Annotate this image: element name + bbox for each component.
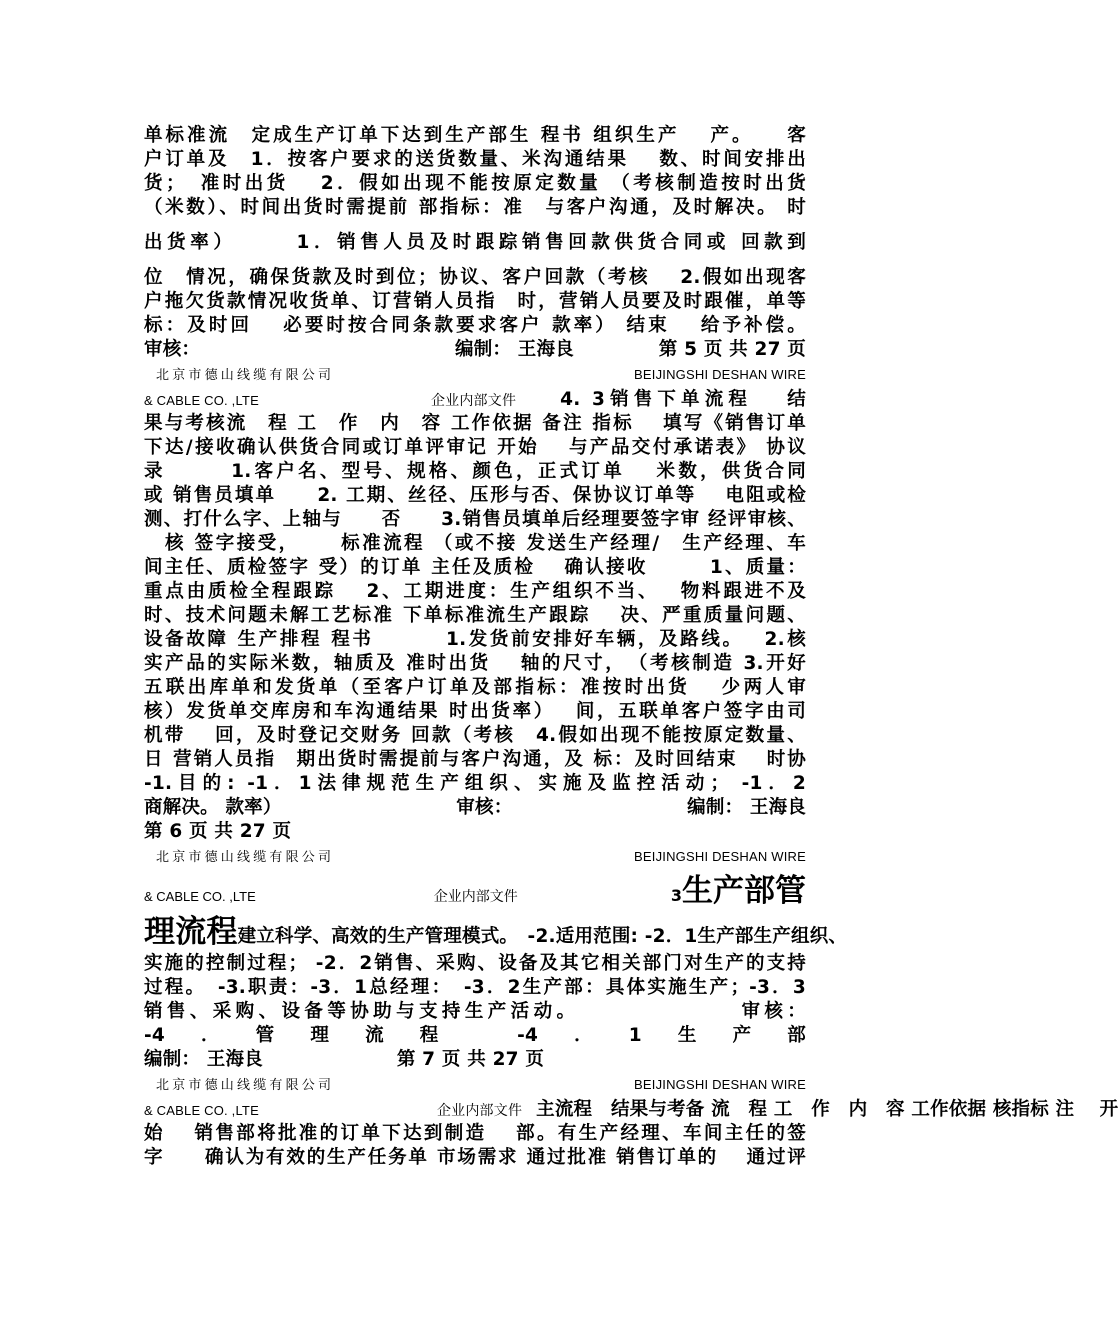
company-name-en-cont: & CABLE CO. ,LTE <box>144 1103 259 1118</box>
company-name: 北京市德山线缆有限公司 <box>156 849 335 864</box>
text-line <box>144 1098 1118 1122</box>
text-line: 户拖欠货款情况收货单、订营销人员指 时，营销人员要及时跟催，单等 <box>144 291 806 312</box>
text-line: 字 确认为有效的生产任务单 市场需求 通过批准 销售订单的 通过评 <box>144 1147 806 1168</box>
text-line: 五联出库单和发货单（至客户订单及部指标：准按时出货 少两人审 <box>144 677 806 698</box>
page-header <box>144 1072 806 1098</box>
page-number: 第 6 页 共 27 页 <box>144 821 292 842</box>
text-line: 货； 准时出货 2．假如出现不能按原定数量 （考核制造按时出货 <box>144 173 806 194</box>
company-name-en: BEIJINGSHI DESHAN WIRE <box>634 367 806 382</box>
page-header <box>144 844 806 870</box>
text-line: 户订单及 1．按客户要求的送货数量、米沟通结果 数、时间安排出 <box>144 149 806 170</box>
company-name-en-cont: & CABLE CO. ,LTE <box>144 889 256 904</box>
text-line: 重点由质检全程跟踪 2、工期进度：生产组织不当、 物料跟进不及 <box>144 581 806 602</box>
text-line: 测、打什么字、上轴与 否 3.销售员填单后经理要签字审 经评审核、 <box>144 509 806 530</box>
section-title-cont: 理流程 <box>144 914 238 950</box>
company-name: 北京市德山线缆有限公司 <box>156 1077 335 1092</box>
text-segment: 4. 3销售下单流程 结 <box>560 389 806 410</box>
text-segment: 商解决。 款率） <box>144 797 282 818</box>
internal-file-label: 企业内部文件 <box>433 889 518 905</box>
text-line <box>144 388 806 412</box>
text-line: 间主任、质检签字 受）的订单 主任及质检 确认接收 1、质量： <box>144 557 806 578</box>
text-segment: 建立科学、高效的生产管理模式。 -2.适用范围: -2．1生产部生产组织、 <box>237 926 848 947</box>
page-footer <box>144 1048 806 1072</box>
text-line: 果与考核流 程 工 作 内 容 工作依据 备注 指标 填写《销售订单 <box>144 413 806 434</box>
text-line: 出货率） 1．销售人员及时跟踪销售回款供货合同或 回款到 <box>144 232 806 253</box>
text-line: 实产品的实际米数，轴质及 准时出货 轴的尺寸， （考核制造 3.开好 <box>144 653 806 674</box>
company-name-en: BEIJINGSHI DESHAN WIRE <box>634 1077 806 1092</box>
text-line: 或 销售员填单 2. 工期、丝径、压形与否、保协议订单等 电阻或检 <box>144 485 806 506</box>
text-segment: 主流程 结果与考备 流 程 工 作 内 容 工作依据 核指标 注 开 <box>536 1099 1118 1120</box>
document-page <box>144 124 1118 1194</box>
section-title: 生产部管 <box>682 873 806 909</box>
editor-label: 编制： 王海良 <box>687 797 806 818</box>
text-line: 实施的控制过程； -2．2销售、采购、设备及其它相关部门对生产的支持 <box>144 953 806 974</box>
text-line: 设备故障 生产排程 程书 1.发货前安排好车辆，及路线。 2.核 <box>144 629 806 650</box>
editor-label: 编制： 王海良 <box>455 339 574 360</box>
text-line: -4．管理流程 -4．1生产部 <box>144 1025 806 1046</box>
text-line: 日 营销人员指 期出货时需提前与客户沟通，及 标：及时回结束 时协 <box>144 749 806 770</box>
company-name-en-cont: & CABLE CO. ,LTE <box>144 393 259 408</box>
text-line: 核）发货单交库房和车沟通结果 时出货率） 间，五联单客户签字由司 <box>144 701 806 722</box>
internal-file-label: 企业内部文件 <box>436 1103 523 1119</box>
section-heading-line <box>144 870 806 912</box>
page-number: 第 7 页 共 27 页 <box>396 1049 545 1070</box>
text-line: 单标准流 定成生产订单下达到生产部生 程书 组织生产 产。 客 <box>144 125 806 146</box>
reviewer-label: 审核： <box>144 339 201 360</box>
page-footer <box>144 338 806 362</box>
text-line <box>144 1170 806 1194</box>
page-header <box>144 362 806 388</box>
reviewer-label: 审核： <box>456 797 513 818</box>
page-number: 第 5 页 共 27 页 <box>658 339 806 360</box>
text-line: 时、技术问题未解工艺标准 下单标准流生产跟踪 决、严重质量问题、 <box>144 605 806 626</box>
text-line: 销售、采购、设备等协助与支持生产活动。 审核： <box>144 1001 806 1022</box>
text-line: 过程。 -3.职责：-3．1总经理： -3．2生产部：具体实施生产；-3．3 <box>144 977 806 998</box>
internal-file-label: 企业内部文件 <box>430 393 517 409</box>
text-line <box>144 912 848 952</box>
text-line: 下达/接收确认供货合同或订单评审记 开始 与产品交付承诺表》 协议 <box>144 437 806 458</box>
text-line: 位 情况，确保货款及时到位；协议、客户回款（考核 2.假如出现客 <box>144 267 806 288</box>
text-line: 核 签字接受， 标准流程 （或不接 发送生产经理/ 生产经理、车 <box>144 533 806 554</box>
text-line: 标：及时回 必要时按合同条款要求客户 款率） 结束 给予补偿。 <box>144 315 806 336</box>
text-line: -1.目的: -1．1法律规范生产组织、实施及监控活动； -1．2 <box>144 773 806 794</box>
company-name-en: BEIJINGSHI DESHAN WIRE <box>634 849 806 864</box>
text-line: 录 1.客户名、型号、规格、颜色，正式订单 米数，供货合同 <box>144 461 806 482</box>
text-line: 机带 回，及时登记交财务 回款（考核 4.假如出现不能按原定数量、 <box>144 725 806 746</box>
page-footer <box>144 796 806 820</box>
company-name: 北京市德山线缆有限公司 <box>156 367 335 382</box>
editor-label: 编制： 王海良 <box>144 1049 263 1070</box>
text-line: 始 销售部将批准的订单下达到制造 部。有生产经理、车间主任的签 <box>144 1123 806 1144</box>
text-line: （米数）、时间出货时需提前 部指标：准 与客户沟通，及时解决。 时 <box>144 197 806 218</box>
section-number: 3 <box>670 886 682 905</box>
